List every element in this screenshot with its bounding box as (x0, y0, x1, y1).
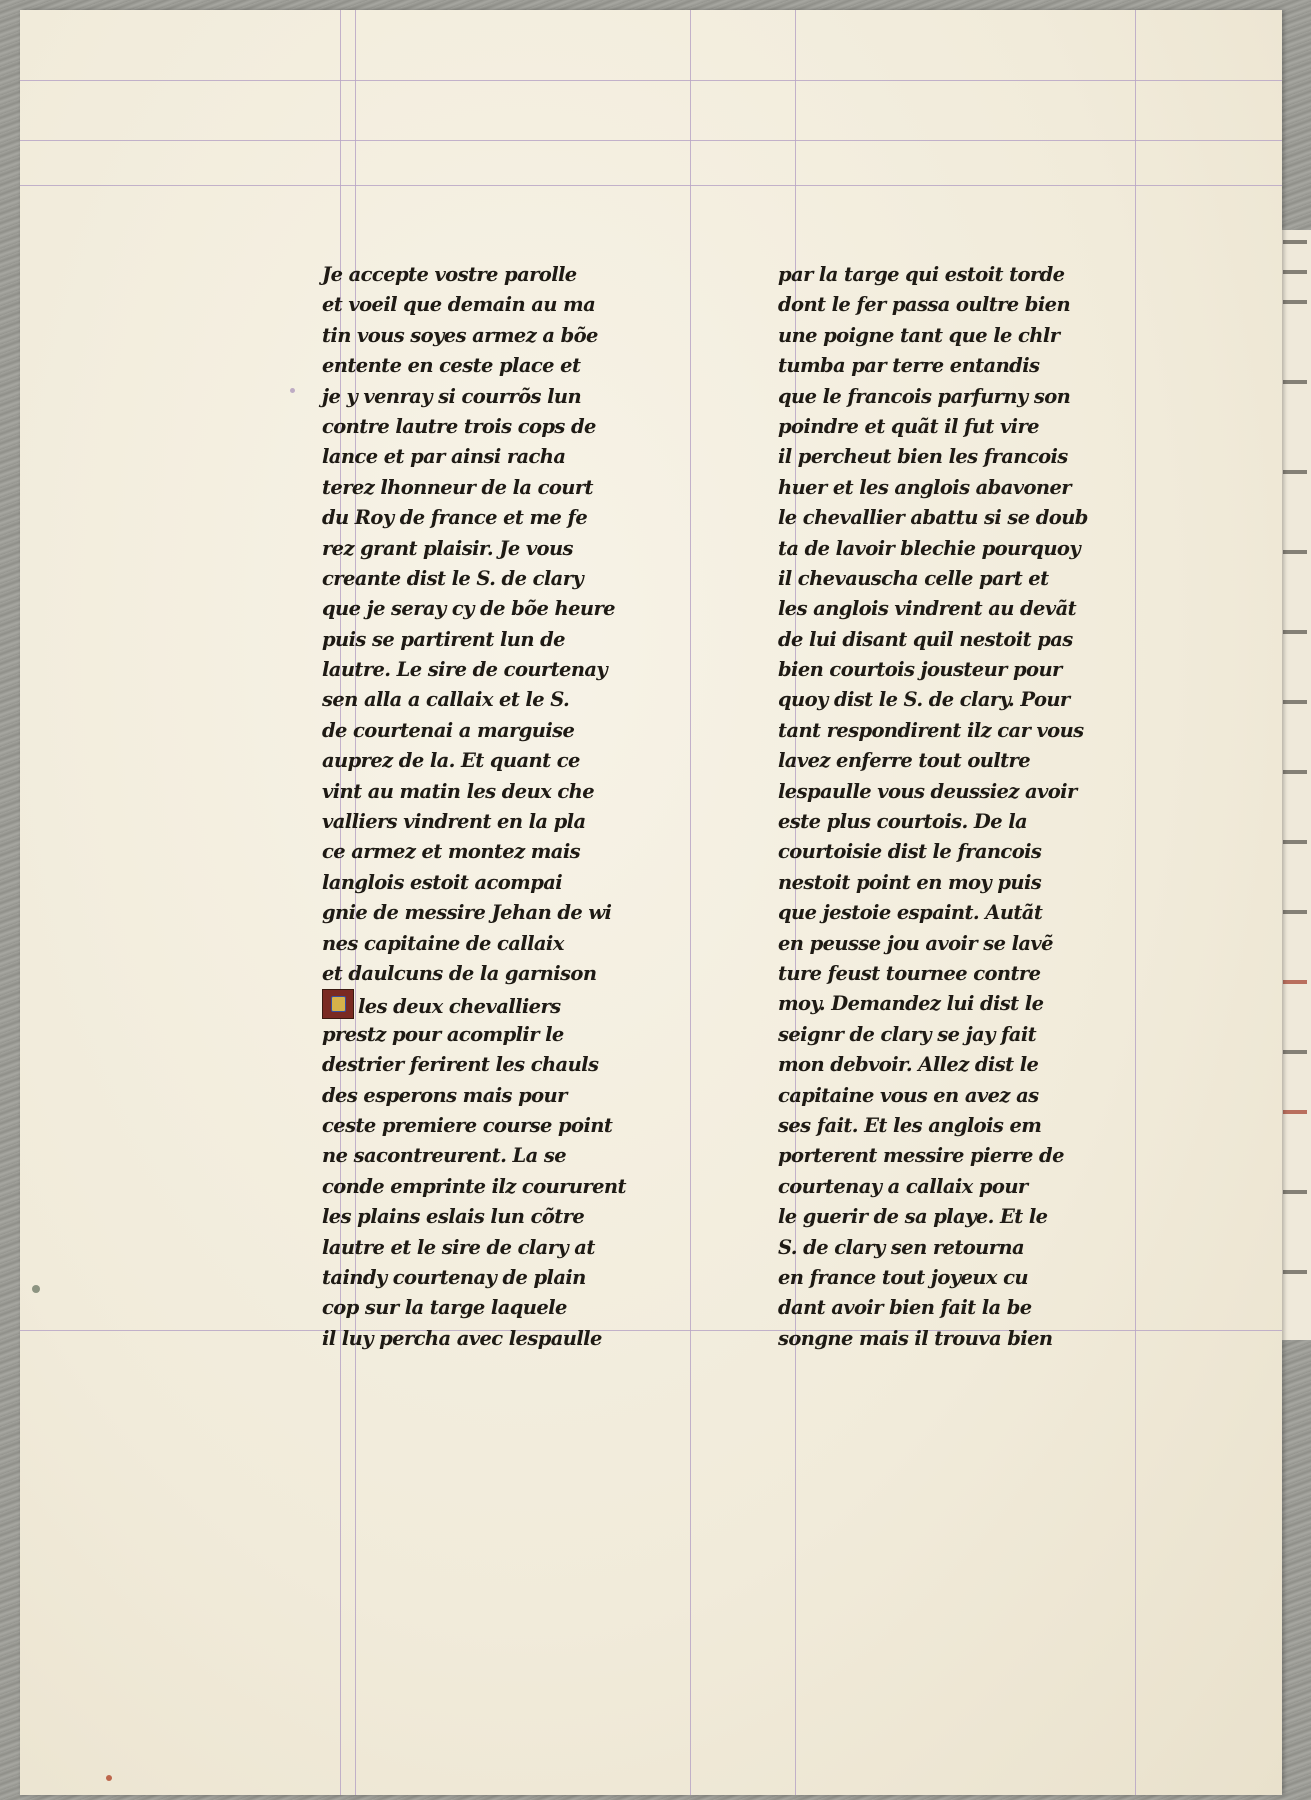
text-line: lautre. Le sire de courtenay (322, 658, 608, 682)
parchment-mark (32, 1285, 40, 1293)
text-line: tumba par terre entandis (778, 354, 1040, 378)
text-line: lavez enferre tout oultre (778, 749, 1031, 773)
text-line: terez lhonneur de la court (322, 475, 593, 499)
text-line: une poigne tant que le chlr (778, 323, 1060, 347)
ruling-line (20, 1330, 1282, 1331)
parchment-mark (290, 388, 295, 393)
text-line: songne mais il trouva bien (778, 1326, 1053, 1350)
text-line: dant avoir bien fait la be (778, 1296, 1032, 1320)
text-line: lance et par ainsi racha (322, 445, 566, 469)
text-line: il percheut bien les francois (778, 445, 1068, 469)
text-line: les anglois vindrent au devãt (778, 597, 1077, 621)
text-line: le chevallier abattu si se doub (778, 506, 1088, 530)
text-line: les deux chevalliers (358, 995, 561, 1019)
illuminated-initial (322, 989, 354, 1019)
text-line: de lui disant quil nestoit pas (778, 627, 1073, 651)
text-line: prestz pour acomplir le (322, 1022, 564, 1046)
text-line: sen alla a callaix et le S. (322, 688, 570, 712)
text-line: je y venray si courrõs lun (322, 384, 582, 408)
text-line: tin vous soyes armez a bõe (322, 323, 598, 347)
text-line: taindy courtenay de plain (322, 1265, 586, 1289)
text-line: les plains eslais lun cõtre (322, 1205, 585, 1229)
text-line: langlois estoit acompai (322, 870, 563, 894)
text-line: auprez de la. Et quant ce (322, 749, 580, 773)
text-line: nes capitaine de callaix (322, 931, 564, 955)
text-line: il luy percha avec lespaulle (322, 1326, 602, 1350)
text-line: et voeil que demain au ma (322, 293, 596, 317)
ruling-line (20, 185, 1282, 186)
text-line: par la targe qui estoit torde (778, 263, 1065, 286)
text-line: quoy dist le S. de clary. Pour (778, 688, 1070, 712)
text-line: en france tout joyeux cu (778, 1265, 1028, 1289)
text-line: contre lautre trois cops de (322, 414, 596, 438)
text-line: des esperons mais pour (322, 1083, 567, 1107)
text-line: poindre et quãt il fut vire (778, 414, 1039, 438)
text-line: il chevauscha celle part et (778, 566, 1049, 590)
text-line: mon debvoir. Allez dist le (778, 1053, 1039, 1077)
initial-line (322, 989, 626, 1019)
text-line: courtenay a callaix pour (778, 1174, 1028, 1198)
ruling-line (690, 10, 691, 1795)
text-line: seignr de clary se jay fait (778, 1022, 1037, 1046)
text-line: en peusse jou avoir se lavẽ (778, 931, 1053, 955)
text-column-left (322, 260, 626, 1354)
text-line: este plus courtois. De la (778, 810, 1028, 834)
text-line: Je accepte vostre parolle (322, 263, 577, 286)
text-line: tant respondirent ilz car vous (778, 718, 1084, 742)
text-line: dont le fer passa oultre bien (778, 293, 1071, 317)
text-line: porterent messire pierre de (778, 1144, 1064, 1168)
text-line: lespaulle vous deussiez avoir (778, 779, 1077, 803)
text-line: conde emprinte ilz coururent (322, 1174, 626, 1198)
text-line: huer et les anglois abavoner (778, 475, 1071, 499)
text-line: moy. Demandez lui dist le (778, 992, 1044, 1016)
text-line: vint au matin les deux che (322, 779, 595, 803)
text-line: courtoisie dist le francois (778, 840, 1042, 864)
parchment-mark (106, 1775, 112, 1781)
text-line: cop sur la targe laquele (322, 1296, 567, 1320)
text-line: ses fait. Et les anglois em (778, 1113, 1042, 1137)
text-line: ceste premiere course point (322, 1113, 613, 1137)
text-line: ta de lavoir blechie pourquoy (778, 536, 1081, 560)
text-line: creante dist le S. de clary (322, 566, 584, 590)
text-line: entente en ceste place et (322, 354, 581, 378)
text-line: et daulcuns de la garnison (322, 961, 597, 985)
text-line: capitaine vous en avez as (778, 1083, 1039, 1107)
text-line: rez grant plaisir. Je vous (322, 536, 573, 560)
text-line: valliers vindrent en la pla (322, 810, 586, 834)
text-line: ture feust tournee contre (778, 961, 1041, 985)
text-line: le guerir de sa playe. Et le (778, 1205, 1048, 1229)
text-line: lautre et le sire de clary at (322, 1235, 595, 1259)
text-line: de courtenai a marguise (322, 718, 575, 742)
manuscript-folio (20, 10, 1282, 1795)
text-line: gnie de messire Jehan de wi (322, 901, 612, 925)
text-line: puis se partirent lun de (322, 627, 565, 651)
text-line: destrier ferirent les chauls (322, 1053, 599, 1077)
text-line: que jestoie espaint. Autãt (778, 901, 1043, 925)
text-line: que le francois parfurny son (778, 384, 1071, 408)
adjacent-leaf-edge (1278, 230, 1311, 1340)
text-line: que je seray cy de bõe heure (322, 597, 615, 621)
ruling-line (20, 140, 1282, 141)
text-line: du Roy de france et me fe (322, 506, 588, 530)
ruling-line (20, 80, 1282, 81)
text-line: nestoit point en moy puis (778, 870, 1042, 894)
ruling-line (1135, 10, 1136, 1795)
text-column-right (778, 260, 1088, 1354)
text-line: S. de clary sen retourna (778, 1235, 1025, 1259)
text-line: ce armez et montez mais (322, 840, 581, 864)
text-line: bien courtois jousteur pour (778, 658, 1062, 682)
text-line: ne sacontreurent. La se (322, 1144, 567, 1168)
